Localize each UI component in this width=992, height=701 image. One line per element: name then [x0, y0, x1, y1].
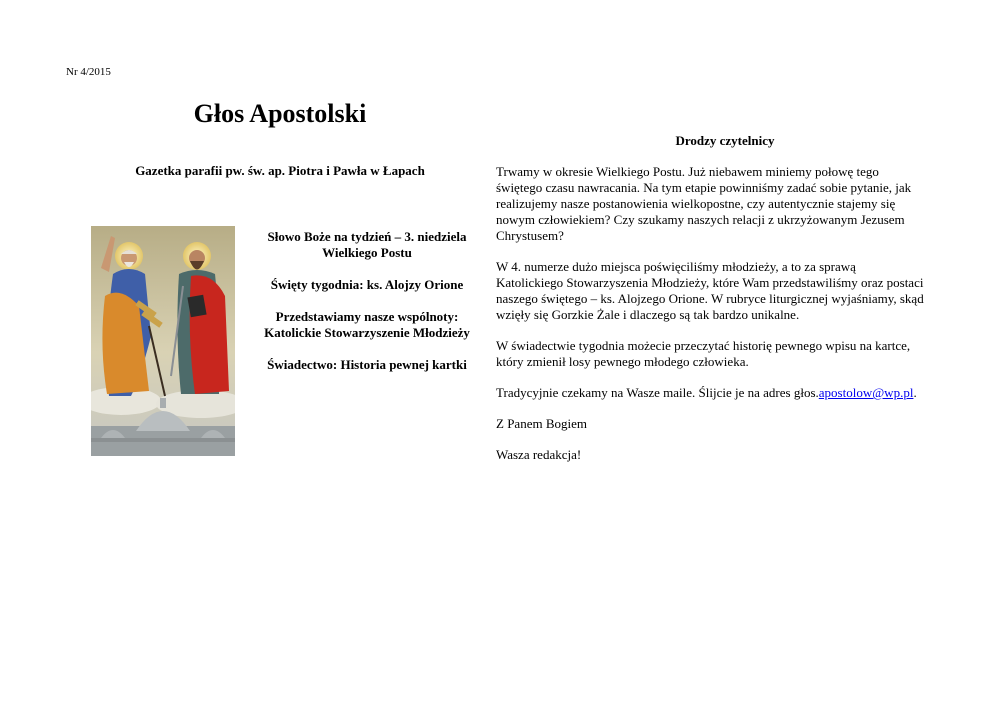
newsletter-title: Głos Apostolski: [193, 99, 367, 128]
toc-item-testimony: Świadectwo: Historia pewnej kartki: [267, 357, 467, 372]
letter-heading: Drodzy czytelnicy: [675, 133, 775, 148]
email-link[interactable]: apostolow@wp.pl: [818, 385, 914, 400]
issue-number: Nr 4/2015: [66, 66, 111, 78]
toc-item-communities: Przedstawiamy nasze wspólnoty: Katolickie Stowarzyszenie Młodzieży: [264, 309, 470, 340]
letter-signature: Wasza redakcja!: [496, 447, 582, 462]
newsletter-subtitle: Gazetka parafii pw. św. ap. Piotra i Pawła w Łapach: [135, 163, 425, 178]
table-of-contents: [249, 229, 485, 389]
editorial-letter: [496, 164, 926, 478]
saints-peter-and-paul-image: [91, 226, 235, 456]
toc-item-gospel: Słowo Boże na tydzień – 3. niedziela Wielkiego Postu: [267, 229, 467, 260]
letter-paragraph-2: W 4. numerze dużo miejsca poświęciliśmy młodzieży, a to za sprawą Katolickiego Stowarzyszenia Młodzieży, które Wam przedstawiliśmy oraz postaci naszego świętego – ks. Alojzego Orione. W rubryce liturgicznej wyjaśniamy, skąd wzięły się Gorzkie Żale i dlaczego są tak bardzo unikalne.: [496, 259, 924, 322]
letter-paragraph-1: Trwamy w okresie Wielkiego Postu. Już niebawem miniemy połowę tego świętego czasu nawracania. Na tym etapie powinniśmy zadać sobie pytanie, jak realizujemy nasze postanowienia wielkopostne, czy autentycznie stajemy się nowym człowiekiem? Czy szukamy naszych relacji z ukrzyżowanym Jezusem Chrystusem?: [496, 164, 912, 243]
toc-item-saint-of-week: Święty tygodnia: ks. Alojzy Orione: [270, 277, 464, 292]
letter-closing: Z Panem Bogiem: [496, 416, 587, 431]
email-intro-text: Tradycyjnie czekamy na Wasze maile. Ślijcie je na adres głos.: [496, 385, 819, 400]
letter-paragraph-4: [496, 385, 926, 401]
letter-paragraph-3: W świadectwie tygodnia możecie przeczytać historię pewnego wpisu na kartce, który zmienił losy pewnego młodego człowieka.: [496, 338, 911, 369]
email-period: .: [913, 385, 917, 400]
